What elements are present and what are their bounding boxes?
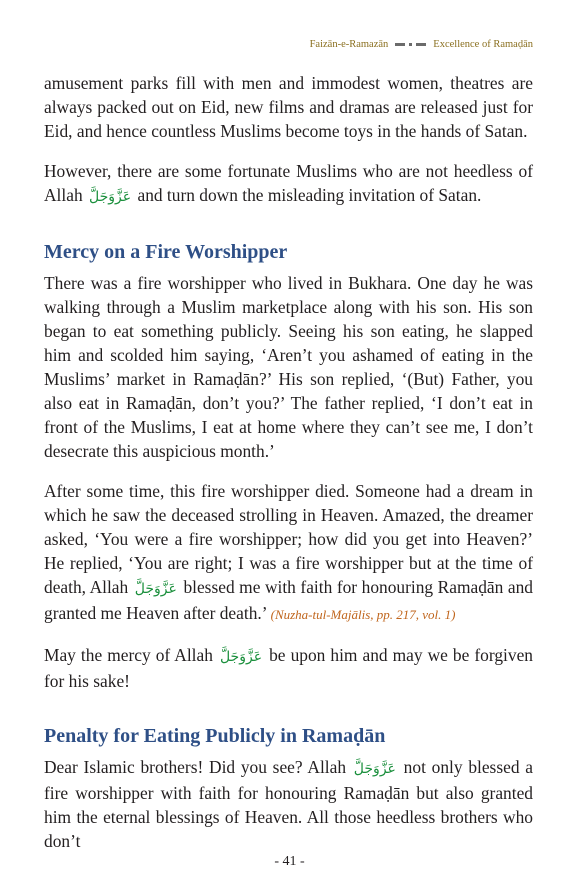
page-body — [44, 71, 533, 853]
paragraph-6-text-a: Dear Islamic brothers! Did you see? Allah — [44, 757, 347, 777]
paragraph-5-text-b: be upon him and may we be forgiven for his sake! — [44, 645, 533, 691]
section-heading-mercy: Mercy on a Fire Worshipper — [44, 241, 288, 263]
section-heading-penalty: Penalty for Eating Publicly in Ramaḍān — [44, 725, 386, 747]
arabic-honorific: عَزَّوَجَلَّ — [219, 649, 263, 665]
paragraph-6 — [44, 755, 533, 853]
paragraph-2-text-b: and turn down the misleading invitation of Satan. — [137, 185, 482, 205]
paragraph-4-text-b: blessed me with faith for honouring Ramaḍān and granted me Heaven after death.’ — [44, 577, 533, 623]
arabic-honorific: عَزَّوَجَلَّ — [134, 581, 177, 597]
paragraph-4 — [44, 479, 533, 627]
page-number: - 41 - — [274, 854, 305, 869]
paragraph-2 — [44, 159, 533, 209]
paragraph-2-text-a: However, there are some fortunate Muslims who are not heedless of Allah — [44, 161, 533, 205]
paragraph-6-text-b: not only blessed a fire worshipper with faith for honouring Ramaḍān but also granted him the eternal blessings of Heaven. All those heedless brothers who don’t — [44, 757, 533, 851]
chapter-title: Excellence of Ramaḍān — [433, 39, 533, 50]
arabic-honorific: عَزَّوَجَلَّ — [353, 761, 396, 777]
paragraph-3: There was a fire worshipper who lived in Bukhara. One day he was walking through a Muslim marketplace along with his son. His son began to eat something publicly. Seeing his son eating, he slapped him and scolded him saying, ‘Aren’t you ashamed of eating in the Muslims’ market in Ramaḍān?’ His son replied, ‘(But) Father, you also eat in Ramaḍān, don’t you?’ The father replied, ‘I don’t eat in front of the Muslims, I eat at home where they can’t see me, I don’t desecrate this auspicious month.’ — [44, 273, 533, 461]
paragraph-4-text-a: After some time, this fire worshipper died. Someone had a dream in which he saw the deceased strolling in Heaven. Amazed, the dreamer asked, ‘You were a fire worshipper; how did you get into Heaven?’ He replied, ‘You are right; I was a fire worshipper but at the time of death, Allah — [44, 481, 533, 597]
book-title: Faizān-e-Ramazān — [309, 39, 389, 50]
header-divider-ornament — [395, 43, 426, 46]
paragraph-5-text-a: May the mercy of Allah — [44, 645, 213, 665]
paragraph-5 — [44, 643, 533, 693]
reference-citation: (Nuzha-tul-Majālis, pp. 217, vol. 1) — [270, 607, 456, 622]
paragraph-1: amusement parks fill with men and immodest women, theatres are always packed out on Eid, new films and dramas are released just for Eid, and hence countless Muslims become toys in the hands of Satan. — [44, 73, 533, 141]
running-header — [310, 39, 533, 50]
arabic-honorific: عَزَّوَجَلَّ — [89, 189, 132, 205]
